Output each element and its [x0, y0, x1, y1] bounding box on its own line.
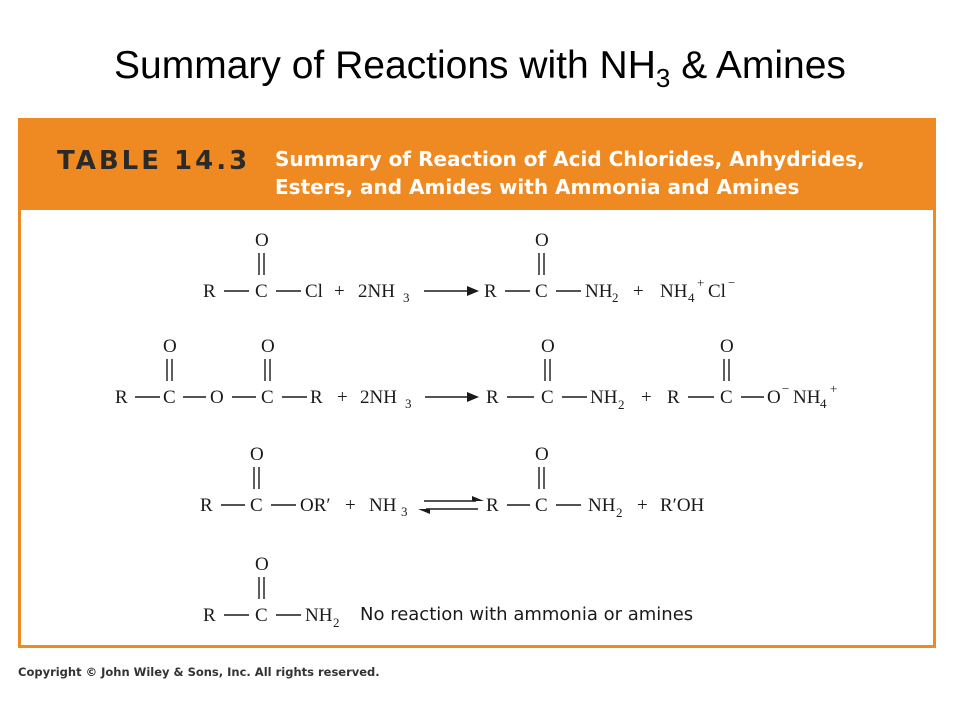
amide-nitrogen: NH — [588, 495, 616, 516]
amide-subscript: 2 — [618, 397, 625, 412]
r-group: R — [667, 387, 680, 408]
ammonium: NH — [793, 387, 821, 408]
title-end: & Amines — [670, 44, 846, 87]
carbonyl-carbon: C — [163, 387, 176, 408]
amide-nitrogen: NH — [305, 605, 333, 626]
amide-nitrogen: NH — [585, 281, 613, 302]
carboxylate-charge: − — [782, 381, 790, 396]
plus-sign: + — [641, 387, 652, 408]
carbonyl-oxygen: O — [255, 230, 269, 251]
carboxylate-oxygen: O — [767, 387, 781, 408]
plus-sign: + — [337, 387, 348, 408]
ammonium-charge: + — [697, 275, 705, 290]
ammonium-charge: + — [830, 381, 838, 396]
reaction-acid-chloride — [203, 230, 735, 305]
reagent-subscript: 3 — [401, 504, 408, 519]
plus-sign: + — [633, 281, 644, 302]
arrow-half-head — [472, 496, 484, 501]
table-caption: Summary of Reaction of Acid Chlorides, Anhydrides, Esters, and Amides with Ammonia and Amines — [275, 147, 865, 199]
reaction-anhydride — [115, 336, 837, 412]
reagent-ammonia: NH — [369, 495, 397, 516]
arrow-head — [467, 286, 479, 296]
carbonyl-carbon: C — [535, 495, 548, 516]
ammonium-subscript: 4 — [820, 396, 827, 411]
r-group: R — [200, 495, 213, 516]
amide-subscript: 2 — [333, 615, 340, 630]
arrow-head — [467, 392, 479, 402]
ammonium-subscript: 4 — [688, 290, 695, 305]
copyright-notice: Copyright © John Wiley & Sons, Inc. All rights reserved. — [18, 665, 380, 679]
reagent-subscript: 3 — [405, 396, 412, 411]
reaction-ester — [200, 444, 705, 520]
carbonyl-carbon: C — [541, 387, 554, 408]
carbonyl-oxygen: O — [720, 336, 734, 357]
plus-sign: + — [345, 495, 356, 516]
carbonyl-carbon: C — [255, 281, 268, 302]
plus-sign: + — [334, 281, 345, 302]
ester-group: OR′ — [300, 495, 331, 516]
carbonyl-oxygen: O — [163, 336, 177, 357]
carbonyl-oxygen: O — [541, 336, 555, 357]
carbonyl-oxygen: O — [535, 230, 549, 251]
reagent-ammonia: 2NH — [358, 281, 395, 302]
amide-nitrogen: NH — [590, 387, 618, 408]
r-group: R — [486, 495, 499, 516]
r-group: R — [203, 281, 216, 302]
r-group: R — [310, 387, 323, 408]
alcohol-product: R′OH — [660, 495, 705, 516]
chloride: Cl — [708, 281, 726, 302]
reaction-amide — [203, 554, 693, 630]
amide-subscript: 2 — [616, 505, 623, 520]
table-label: TABLE 14.3 — [57, 146, 251, 176]
r-group: R — [115, 387, 128, 408]
r-group: R — [486, 387, 499, 408]
no-reaction-note: No reaction with ammonia or amines — [360, 604, 694, 625]
title-main: Summary of Reactions with NH — [114, 44, 656, 87]
chlorine: Cl — [305, 281, 323, 302]
arrow-half-head — [418, 509, 430, 514]
carbonyl-carbon: C — [250, 495, 263, 516]
carbonyl-oxygen: O — [535, 444, 549, 465]
carbonyl-oxygen: O — [255, 554, 269, 575]
r-group: R — [203, 605, 216, 626]
carbonyl-carbon: C — [261, 387, 274, 408]
ammonium: NH — [660, 281, 688, 302]
carbonyl-oxygen: O — [261, 336, 275, 357]
amide-subscript: 2 — [612, 290, 619, 305]
chloride-charge: − — [728, 275, 736, 290]
carbonyl-oxygen: O — [250, 444, 264, 465]
title-subscript: 3 — [655, 63, 671, 93]
carbonyl-carbon: C — [535, 281, 548, 302]
reagent-ammonia: 2NH — [360, 387, 397, 408]
carbonyl-carbon: C — [720, 387, 733, 408]
bridging-oxygen: O — [210, 387, 224, 408]
plus-sign: + — [637, 495, 648, 516]
reagent-subscript: 3 — [403, 290, 410, 305]
r-group: R — [484, 281, 497, 302]
carbonyl-carbon: C — [255, 605, 268, 626]
